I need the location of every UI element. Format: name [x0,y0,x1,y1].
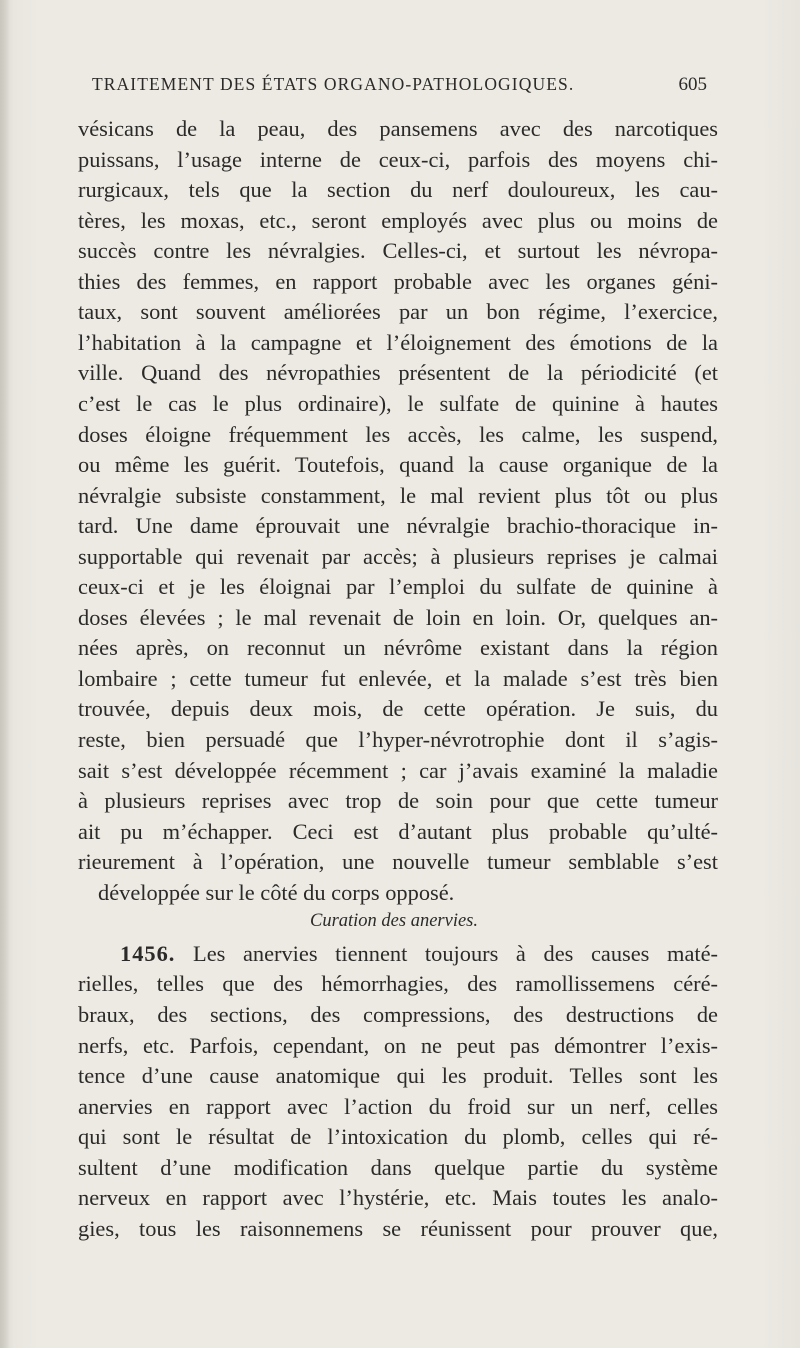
text-line: tères, les moxas, etc., seront employés avec plus ou moins de [78,207,718,233]
text-line: qui sont le résultat de l’intoxication du plomb, celles qui ré- [78,1124,718,1150]
text-line: nées après, on reconnut un névrôme existant dans la région [78,635,718,661]
section-subheading: Curation des anervies. [309,911,479,932]
text-line: supportable qui revenait par accès; à plusieurs reprises je calmai [78,543,718,569]
text-line: tard. Une dame éprouvait une névralgie brachio-thoracique in- [78,513,718,539]
text-line: rieurement à l’opération, une nouvelle tumeur semblable s’est [78,849,718,875]
text-line: l’habitation à la campagne et l’éloignement des émotions de la [78,329,718,355]
running-head: TRAITEMENT DES ÉTATS ORGANO-PATHOLOGIQUES. [92,74,575,94]
gutter-shadow [0,0,10,1348]
text-line: braux, des sections, des compressions, des destructions de [78,1001,718,1027]
text-line: c’est le cas le plus ordinaire), le sulfate de quinine à hautes [78,390,718,416]
text-line: nerveux en rapport avec l’hystérie, etc. Mais toutes les analo- [78,1185,718,1211]
text-line: vésicans de la peau, des pansemens avec des narcotiques [78,116,718,141]
text-line: ville. Quand des névropathies présentent de la périodicité (et [78,360,718,386]
text-line: ait pu m’échapper. Ceci est d’autant plus probable qu’ulté- [78,818,718,844]
page-header [92,74,707,104]
page-number: 605 [678,74,707,95]
text-line: anervies en rapport avec l’action du froid sur un nerf, celles [78,1093,718,1119]
text-line: gies, tous les raisonnemens se réunissent pour prouver que, [78,1215,718,1241]
text-line: développée sur le côté du corps opposé. [98,879,455,905]
text-line: sultent d’une modification dans quelque partie du système [78,1154,718,1180]
text-line: névralgie subsiste constamment, le mal revient plus tôt ou plus [78,482,718,508]
text-line: ou même les guérit. Toutefois, quand la cause organique de la [78,452,718,478]
text-line: trouvée, depuis deux mois, de cette opération. Je suis, du [78,696,718,722]
text-line: nerfs, etc. Parfois, cependant, on ne peut pas démontrer l’exis- [78,1032,718,1058]
text-line: thies des femmes, en rapport probable avec les organes géni- [78,268,718,294]
text-line: ceux-ci et je les éloignai par l’emploi du sulfate de quinine à [78,574,718,600]
paragraph-first-line [120,939,718,969]
text-line: doses élevées ; le mal revenait de loin en loin. Or, quelques an- [78,604,718,630]
text-line: rurgicaux, tels que la section du nerf douloureux, les cau- [78,177,718,203]
text-line: sait s’est développée récemment ; car j’avais examiné la maladie [78,757,718,783]
text-line: reste, bien persuadé que l’hyper-névrotrophie dont il s’agis- [78,727,718,752]
text-line: succès contre les névralgies. Celles-ci, et surtout les névropa- [78,238,718,264]
text-line: doses éloigne fréquemment les accès, les calme, les suspend, [78,421,718,447]
text-line: tence d’une cause anatomique qui les produit. Telles sont les [78,1063,718,1089]
text-line: taux, sont souvent améliorées par un bon régime, l’exercice, [78,299,718,325]
text-line: puissans, l’usage interne de ceux-ci, parfois des moyens chi- [78,146,718,172]
text-line: à plusieurs reprises avec trop de soin pour que cette tumeur [78,788,718,814]
text-line: rielles, telles que des hémorrhagies, des ramollissemens céré- [78,971,718,997]
paragraph-text: Les anervies tiennent toujours à des causes maté- [175,940,718,966]
paragraph-number: 1456. [120,940,176,966]
text-line: lombaire ; cette tumeur fut enlevée, et la malade s’est très bien [78,665,718,691]
